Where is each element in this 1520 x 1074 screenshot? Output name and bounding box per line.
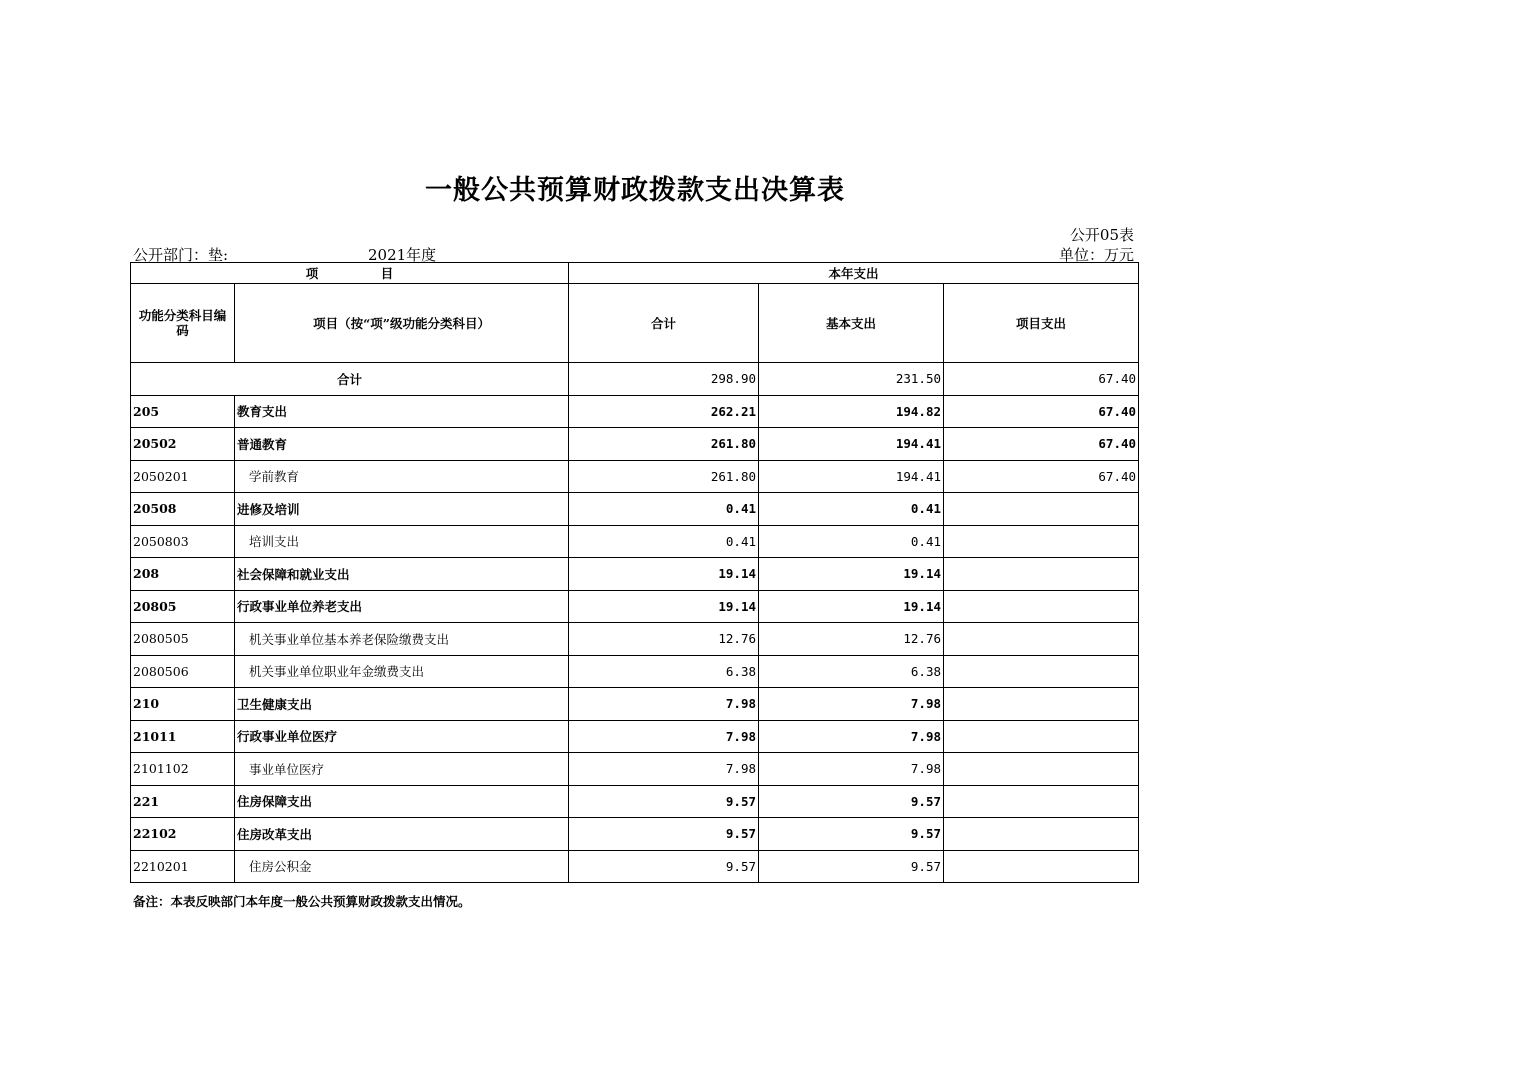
project-cell (944, 493, 1139, 526)
project-cell (944, 558, 1139, 591)
project-cell (944, 525, 1139, 558)
footnote: 备注：本表反映部门本年度一般公共预算财政拨款支出情况。 (133, 894, 471, 909)
table-row (131, 590, 1139, 623)
project-cell: 67.40 (944, 428, 1139, 461)
name-cell: 住房保障支出 (235, 785, 569, 818)
form-number: 公开05表 (1069, 226, 1134, 244)
code-cell: 210 (131, 688, 235, 721)
table-row (131, 688, 1139, 721)
basic-cell: 0.41 (759, 525, 944, 558)
table-row (131, 720, 1139, 753)
name-cell: 机关事业单位基本养老保险缴费支出 (235, 623, 569, 656)
basic-cell: 231.50 (759, 363, 944, 396)
header-row-columns (131, 284, 1139, 363)
project-cell (944, 688, 1139, 721)
name-cell: 住房改革支出 (235, 818, 569, 851)
table-row (131, 850, 1139, 883)
total-cell: 19.14 (569, 590, 759, 623)
name-cell: 行政事业单位医疗 (235, 720, 569, 753)
basic-cell: 194.41 (759, 428, 944, 461)
project-cell (944, 818, 1139, 851)
total-cell: 9.57 (569, 850, 759, 883)
table-row (131, 525, 1139, 558)
name-cell: 机关事业单位职业年金缴费支出 (235, 655, 569, 688)
project-cell (944, 720, 1139, 753)
basic-cell: 194.82 (759, 395, 944, 428)
table-row (131, 623, 1139, 656)
project-cell (944, 753, 1139, 786)
code-cell: 2101102 (131, 753, 235, 786)
code-cell: 2210201 (131, 850, 235, 883)
header-current-year-group: 本年支出 (569, 263, 1139, 284)
page-title: 一般公共预算财政拨款支出决算表 (425, 175, 845, 206)
code-cell: 22102 (131, 818, 235, 851)
code-cell: 208 (131, 558, 235, 591)
table-row (131, 460, 1139, 493)
header-name: 项目（按“项”级功能分类科目） (235, 284, 569, 363)
basic-cell: 7.98 (759, 753, 944, 786)
total-cell: 262.21 (569, 395, 759, 428)
name-cell: 教育支出 (235, 395, 569, 428)
basic-cell: 0.41 (759, 493, 944, 526)
project-cell: 67.40 (944, 395, 1139, 428)
code-cell: 20502 (131, 428, 235, 461)
name-cell: 学前教育 (235, 460, 569, 493)
project-cell (944, 850, 1139, 883)
project-cell (944, 655, 1139, 688)
total-cell: 6.38 (569, 655, 759, 688)
table-row (131, 818, 1139, 851)
project-cell (944, 623, 1139, 656)
project-cell: 67.40 (944, 363, 1139, 396)
total-cell: 261.80 (569, 460, 759, 493)
name-cell: 培训支出 (235, 525, 569, 558)
total-cell: 7.98 (569, 688, 759, 721)
header-code: 功能分类科目编码 (131, 284, 235, 363)
table-row (131, 753, 1139, 786)
header-basic: 基本支出 (759, 284, 944, 363)
basic-cell: 9.57 (759, 818, 944, 851)
total-cell: 9.57 (569, 785, 759, 818)
code-cell: 20805 (131, 590, 235, 623)
total-cell: 261.80 (569, 428, 759, 461)
basic-cell: 7.98 (759, 720, 944, 753)
basic-cell: 19.14 (759, 590, 944, 623)
code-cell: 2050803 (131, 525, 235, 558)
total-label: 合计 (131, 363, 569, 396)
code-cell: 2080506 (131, 655, 235, 688)
basic-cell: 9.57 (759, 850, 944, 883)
basic-cell: 194.41 (759, 460, 944, 493)
basic-cell: 7.98 (759, 688, 944, 721)
table-row (131, 655, 1139, 688)
name-cell: 社会保障和就业支出 (235, 558, 569, 591)
name-cell: 普通教育 (235, 428, 569, 461)
total-cell: 0.41 (569, 493, 759, 526)
header-row-group (131, 263, 1139, 284)
table-row (131, 493, 1139, 526)
budget-table (130, 262, 1139, 883)
code-cell: 2080505 (131, 623, 235, 656)
code-cell: 2050201 (131, 460, 235, 493)
total-cell: 7.98 (569, 753, 759, 786)
total-cell: 0.41 (569, 525, 759, 558)
project-cell (944, 785, 1139, 818)
name-cell: 行政事业单位养老支出 (235, 590, 569, 623)
name-cell: 住房公积金 (235, 850, 569, 883)
name-cell: 进修及培训 (235, 493, 569, 526)
code-cell: 20508 (131, 493, 235, 526)
header-project: 项目支出 (944, 284, 1139, 363)
basic-cell: 9.57 (759, 785, 944, 818)
code-cell: 21011 (131, 720, 235, 753)
table-row (131, 395, 1139, 428)
department-label: 公开部门：垫: (133, 246, 229, 264)
total-row (131, 363, 1139, 396)
table-row (131, 558, 1139, 591)
name-cell: 卫生健康支出 (235, 688, 569, 721)
unit-label: 单位：万元 (1058, 246, 1134, 264)
fiscal-year: 2021年度 (368, 246, 437, 264)
project-cell (944, 590, 1139, 623)
total-cell: 7.98 (569, 720, 759, 753)
basic-cell: 12.76 (759, 623, 944, 656)
code-cell: 205 (131, 395, 235, 428)
project-cell: 67.40 (944, 460, 1139, 493)
code-cell: 221 (131, 785, 235, 818)
basic-cell: 6.38 (759, 655, 944, 688)
total-cell: 19.14 (569, 558, 759, 591)
basic-cell: 19.14 (759, 558, 944, 591)
table-row (131, 785, 1139, 818)
header-total: 合计 (569, 284, 759, 363)
total-cell: 9.57 (569, 818, 759, 851)
name-cell: 事业单位医疗 (235, 753, 569, 786)
total-cell: 12.76 (569, 623, 759, 656)
header-item-group: 项 目 (131, 263, 569, 284)
total-cell: 298.90 (569, 363, 759, 396)
table-row (131, 428, 1139, 461)
